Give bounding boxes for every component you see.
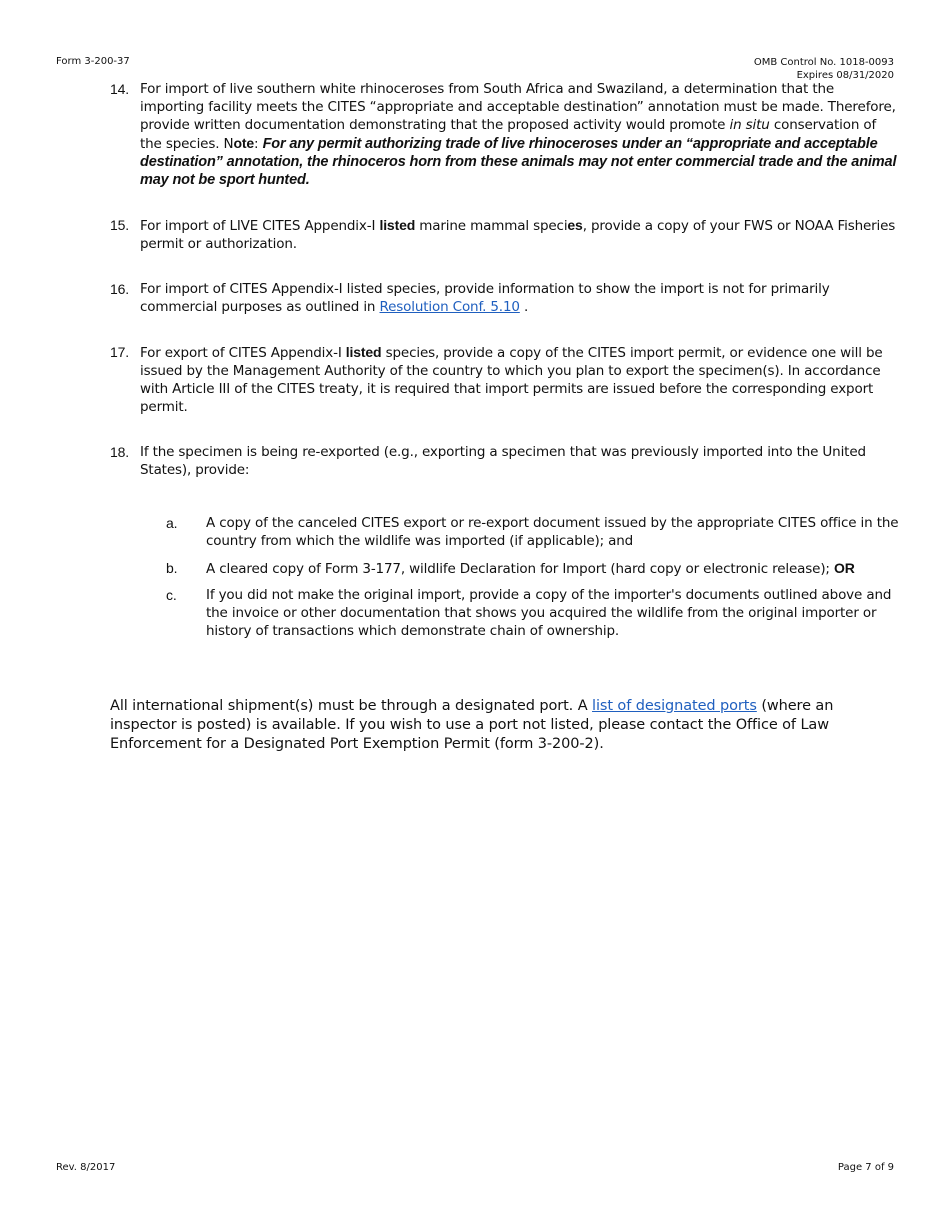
sub-item-label: c. (166, 587, 177, 603)
resolution-conf-link[interactable]: Resolution Conf. 5.10 (379, 299, 520, 315)
designated-port-notice: All international shipment(s) must be through a designated port. A list of designated ports (where an inspector is posted) is available. If you wish to use a port not listed, please contact the Office of Law Enforcement for a Designated Port Exemption Permit (form 3-200-2). (110, 698, 834, 752)
list-item-15: 15. For import of LIVE CITES Appendix-I listed marine mammal species, provide a copy of your FWS or NOAA Fisheries permit or authorization. (110, 217, 896, 252)
item-number: 18. (110, 444, 130, 460)
sub-item-b: b. A cleared copy of Form 3-177, wildlife Declaration for Import (hard copy or electronic release); OR (166, 560, 855, 577)
note-text: For any permit authorizing trade of live rhinoceroses under an “appropriate and acceptable destination” annotation, the rhinoceros horn from these animals may not enter commercial trade and the animal may not be sport hunted. (140, 136, 897, 188)
sub-item-c: c. If you did not make the original import, provide a copy of the importer's documents outlined above and the invoice or other documentation that shows you acquired the wildlife from the original importer or history of transactions which demonstrate chain of ownership. (166, 587, 892, 639)
sub-item-label: a. (166, 515, 178, 531)
list-item-16: 16. For import of CITES Appendix-I listed species, provide information to show the import is not for primarily commercial purposes as outlined in Resolution Conf. 5.10 . (110, 281, 830, 315)
list-item-14: 14. For import of live southern white rhinoceroses from South Africa and Swaziland, a determination that the importing facility meets the CITES “appropriate and acceptable destination” annotation must be made. Therefore, provide written documentation demonstrating that the proposed activity would promote in situ conservation of the species. Note: For any permit authorizing trade of live rhinoceroses under an “appropriate and acceptable destination” annotation, the rhinoceros horn from these animals may not enter commercial trade and the animal may not be sport hunted. (110, 81, 897, 188)
omb-control-number: OMB Control No. 1018-0093 (753, 57, 894, 68)
item-number: 14. (110, 81, 130, 97)
item-number: 17. (110, 344, 130, 360)
list-item-18: 18. If the specimen is being re-exported (e.g., exporting a specimen that was previously imported into the United States), provide: (110, 444, 866, 478)
form-number: Form 3-200-37 (56, 56, 130, 67)
item-number: 16. (110, 281, 130, 297)
item-number: 15. (110, 217, 130, 233)
sub-item-a: a. A copy of the canceled CITES export or re-export document issued by the appropriate CITES office in the country from which the wildlife was imported (if applicable); and (166, 515, 899, 549)
requirements-list (110, 80, 900, 640)
page-number: Page 7 of 9 (837, 1162, 894, 1173)
revision-date: Rev. 8/2017 (56, 1162, 116, 1173)
sub-item-label: b. (166, 560, 178, 576)
designated-ports-link[interactable]: list of designated ports (592, 698, 757, 714)
list-item-17: 17. For export of CITES Appendix-I listed species, provide a copy of the CITES import permit, or evidence one will be issued by the Management Authority of the country to which you plan to export the specimen(s). In accordance with Article III of the CITES treaty, it is required that import permits are issued before the corresponding export permit. (110, 344, 883, 415)
expiration-date: Expires 08/31/2020 (796, 70, 894, 81)
omb-block (754, 56, 894, 82)
